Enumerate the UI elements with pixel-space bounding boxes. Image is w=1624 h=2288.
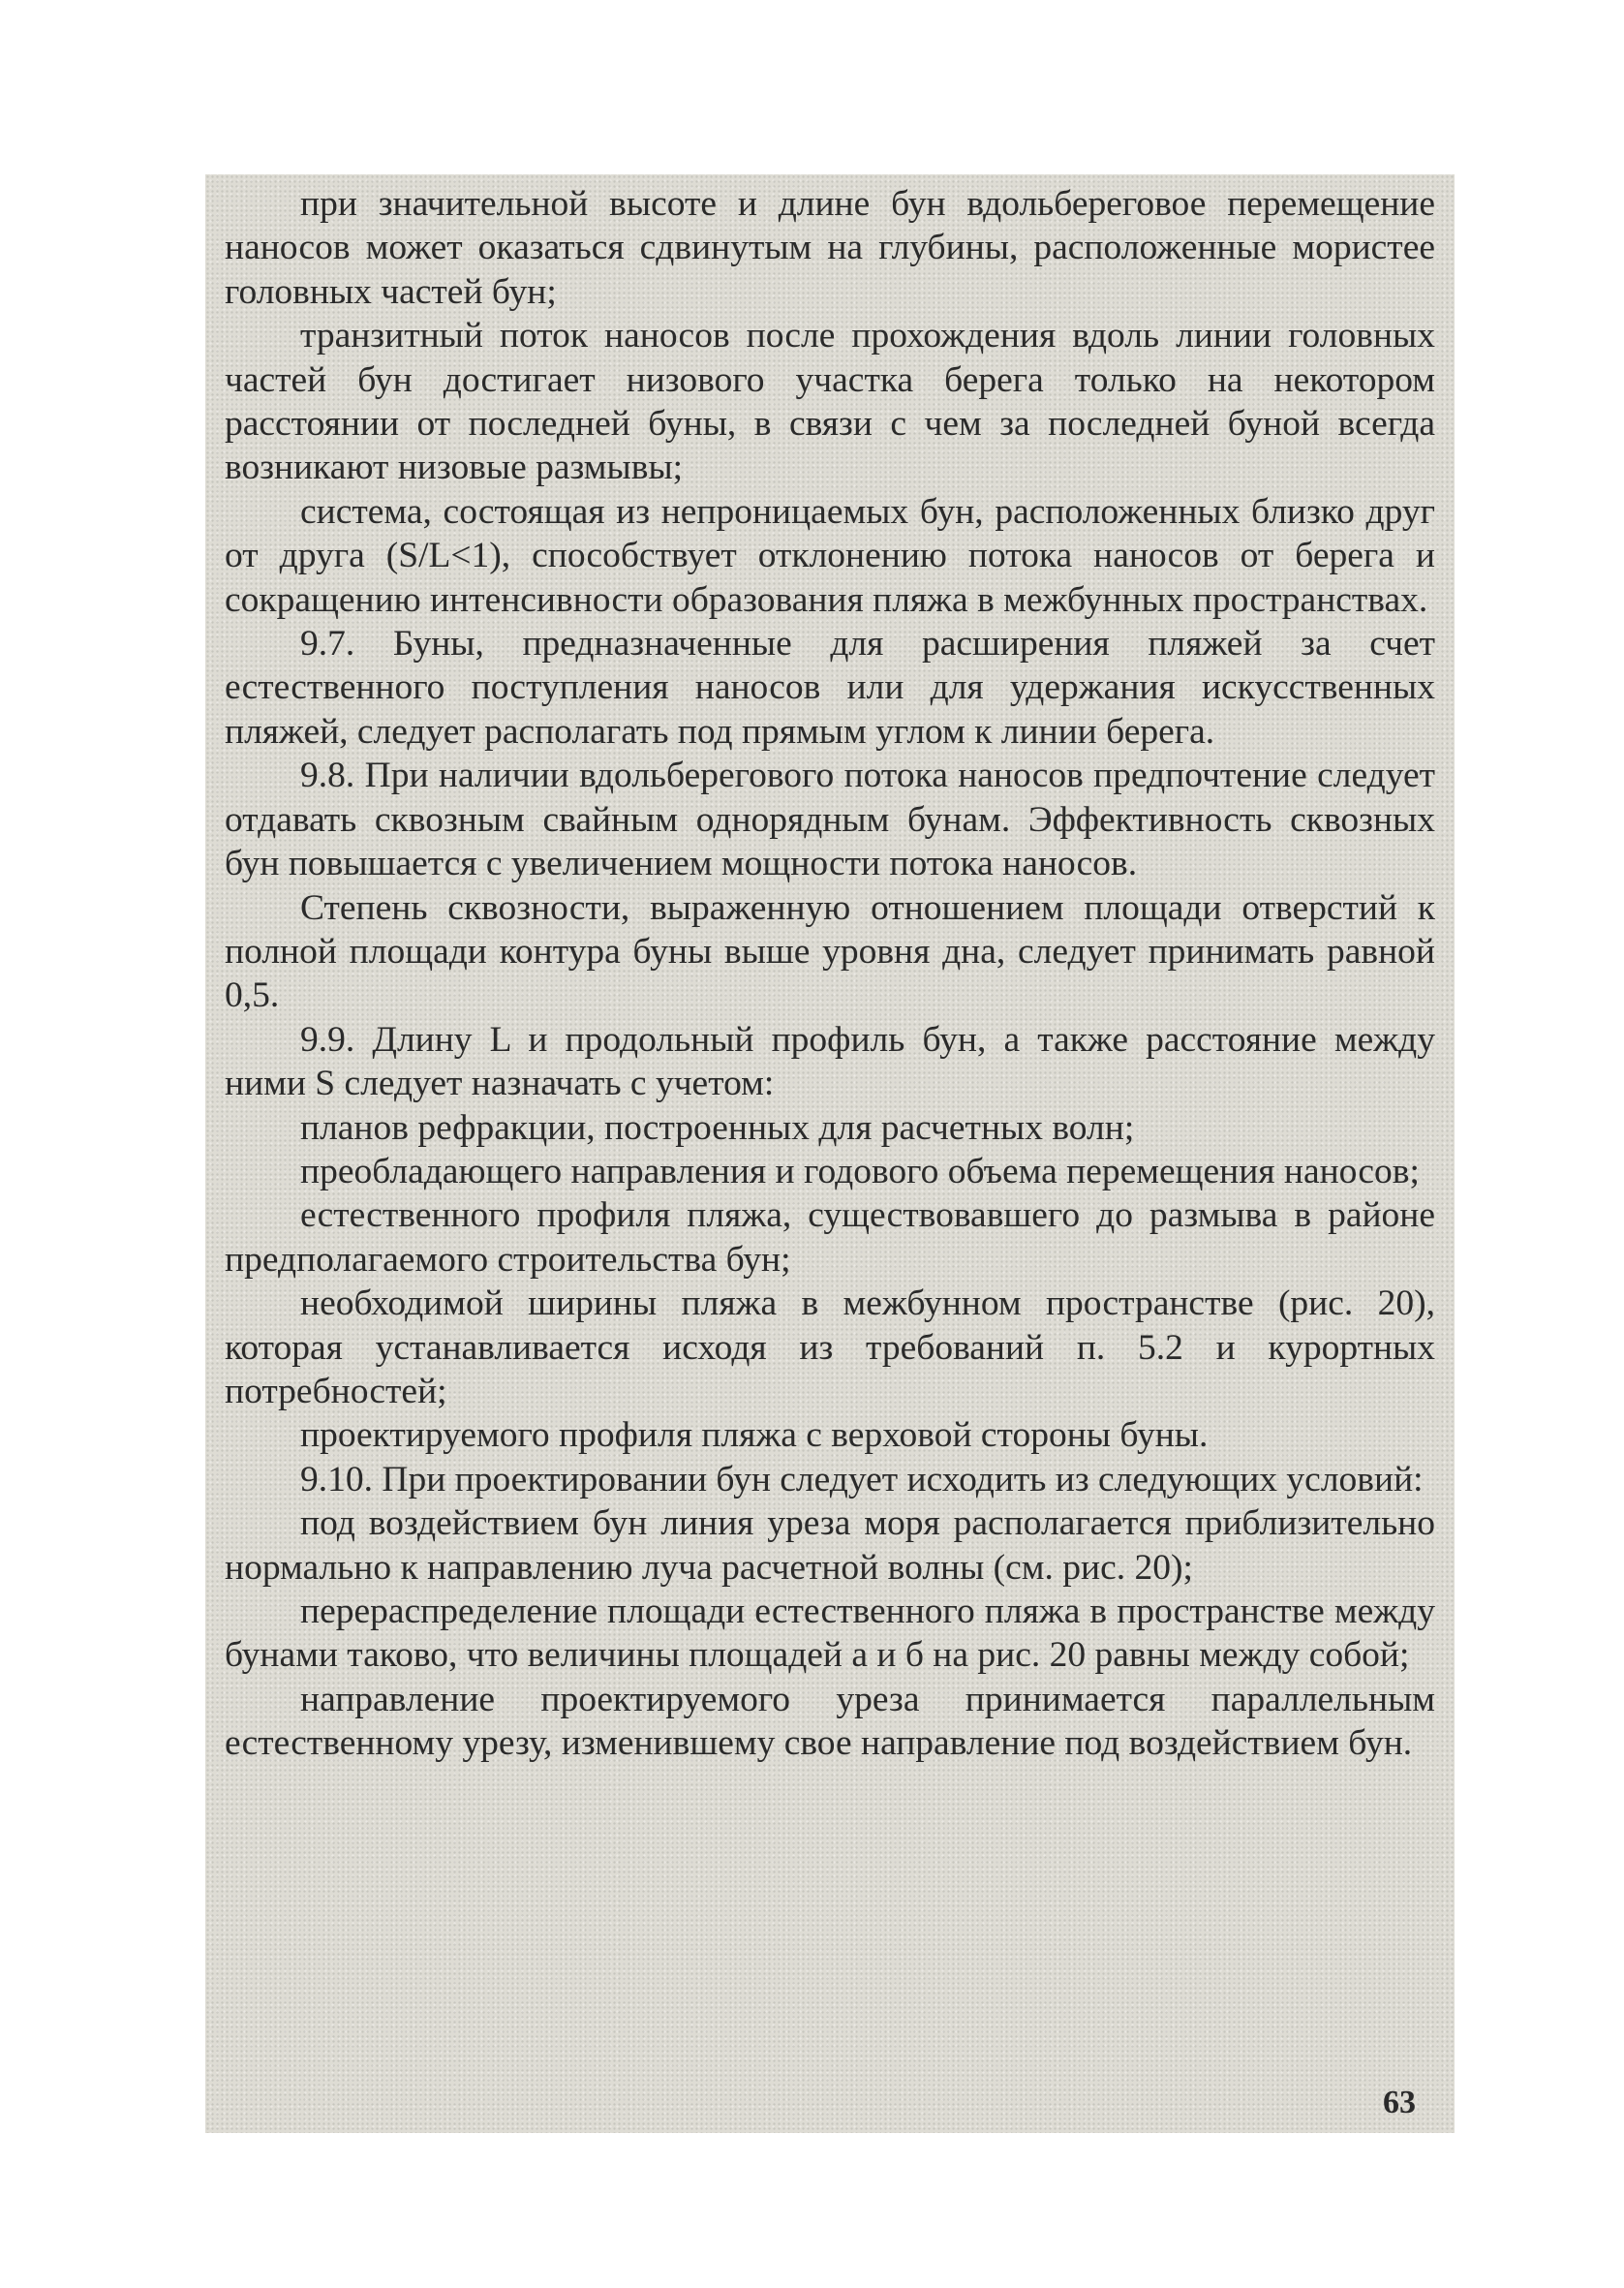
paragraph: система, состоящая из непроницаемых бун, расположенных близко друг от друга (S/L<1), способствует отклонению потока наносов от берега и сокращению интенсивности образования пляжа в межбунных пространствах. (225, 491, 1435, 620)
paragraph: 9.9. Длину L и продольный профиль бун, а также расстояние между ними S следует назначать с учетом: (225, 1019, 1435, 1104)
paragraph: транзитный поток наносов после прохождения вдоль линии головных частей бун достигает низового участка берега только на некотором расстоянии от последней буны, в связи с чем за последней буной всегда возникают низовые размывы; (225, 316, 1435, 488)
paragraph: естественного профиля пляжа, существовавшего до размыва в районе предполагаемого строительства бун; (225, 1195, 1435, 1280)
paragraph: преобладающего направления и годового объема перемещения наносов; (300, 1151, 1420, 1191)
paragraph: 9.7. Буны, предназначенные для расширения пляжей за счет естественного поступления наносов или для удержания искусственных пляжей, следует располагать под прямым углом к линии берега. (225, 624, 1435, 752)
paragraph: 9.10. При проектировании бун следует исходить из следующих условий: (300, 1459, 1424, 1500)
paragraph: Степень сквозности, выраженную отношением площади отверстий к полной площади контура буны выше уровня дна, следует принимать равной 0,5. (225, 887, 1435, 1016)
paragraph: под воздействием бун линия уреза моря располагается приблизительно нормально к направлению луча расчетной волны (см. рис. 20); (225, 1503, 1435, 1588)
page-number: 63 (1383, 2085, 1416, 2120)
paragraph: необходимой ширины пляжа в межбунном пространстве (рис. 20), которая устанавливается исходя из требований п. 5.2 и курортных потребностей; (225, 1283, 1435, 1411)
body-text (225, 182, 1435, 1766)
paragraph: направление проектируемого уреза принимается параллельным естественному урезу, изменившему свое направление под воздействием бун. (225, 1679, 1435, 1764)
book-page (205, 174, 1455, 2133)
paragraph: при значительной высоте и длине бун вдольбереговое перемещение наносов может оказаться сдвинутым на глубины, расположенные мористее головных частей бун; (225, 184, 1435, 312)
paragraph: проектируемого профиля пляжа с верховой стороны буны. (300, 1415, 1209, 1456)
paragraph: планов рефракции, построенных для расчетных волн; (300, 1107, 1135, 1148)
paragraph: перераспределение площади естественного пляжа в пространстве между бунами таково, что величины площадей a и б на рис. 20 равны между собой; (225, 1592, 1435, 1676)
paragraph: 9.8. При наличии вдольберегового потока наносов предпочтение следует отдавать сквозным свайным однорядным бунам. Эффективность сквозных бун повышается с увеличением мощности потока наносов. (225, 756, 1435, 884)
